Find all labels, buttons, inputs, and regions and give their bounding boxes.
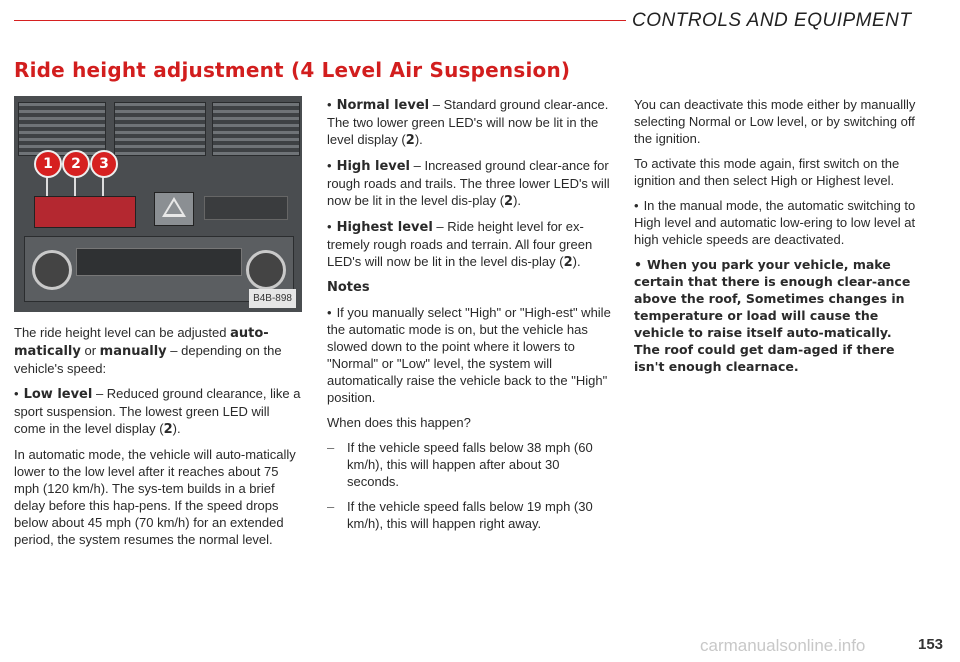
callout-line-1 [46, 176, 48, 198]
highest-level-text: – Ride height level for ex-tremely rough roads and terrain. All four green LED's will now be lit in the level dis-play ( [327, 219, 593, 269]
page-number: 153 [918, 636, 944, 653]
display-slot [204, 196, 288, 220]
close-paren: ). [572, 254, 581, 269]
page-title: Ride height adjustment (4 Level Air Suspension) [14, 58, 571, 82]
air-vent-center [114, 102, 206, 156]
radio-knob-right [246, 250, 286, 290]
watermark: carmanualsonline.info [700, 636, 866, 655]
photo-background [14, 96, 302, 312]
section-header: CONTROLS AND EQUIPMENT [632, 10, 912, 31]
display-ref: 2 [563, 255, 573, 270]
hazard-button [154, 192, 194, 226]
close-paren: ). [172, 421, 181, 436]
radio-screen [76, 248, 242, 276]
close-paren: ). [513, 193, 522, 208]
low-level-item [14, 385, 304, 438]
display-ref: 2 [163, 422, 173, 437]
high-level-item [327, 157, 612, 210]
intro-text-or: or [80, 343, 100, 358]
air-vent-left [18, 102, 106, 156]
column-1 [14, 96, 304, 556]
close-paren: ). [414, 132, 423, 147]
normal-level-text: – Standard ground clear-ance. The two lower green LED's will now be lit in the level display ( [327, 97, 609, 147]
figure-id: B4B-898 [249, 289, 296, 308]
radio-knob-left [32, 250, 72, 290]
callout-1: 1 [34, 150, 62, 178]
air-vent-right [212, 102, 300, 156]
callout-line-2 [74, 176, 76, 198]
low-level-label: Low level [23, 387, 93, 402]
callout-3: 3 [90, 150, 118, 178]
highest-level-label: Highest level [336, 220, 433, 235]
normal-level-label: Normal level [336, 98, 430, 113]
highest-level-item [327, 218, 612, 271]
warning-triangle-icon [162, 197, 186, 217]
column-2 [327, 96, 612, 540]
callout-line-3 [102, 176, 104, 198]
warning-item: • When you park your vehicle, make certain that there is enough clear-ance above the roof, Sometimes changes in temperature or load will cause the vehicle to raise itself auto-matically. The roof could get dam-aged if there isn't enough clearnace. [634, 256, 919, 375]
intro-bold-manual: manually [99, 344, 167, 359]
column-3 [634, 96, 919, 383]
intro-bold-auto: auto-matically [14, 326, 269, 359]
dash-item-2: – If the vehicle speed falls below 19 mph (30 km/h), this will happen right away. [327, 498, 612, 532]
auto-mode-paragraph: In automatic mode, the vehicle will auto-matically lower to the low level after it reaches about 75 mph (120 km/h). The sys-tem builds in a brief delay before this hap-pens. If the speed drops below about 45 mph (70 km/h) for an extended period, the system resumes the normal level. [14, 447, 296, 547]
high-level-text: – Increased ground clear-ance for rough roads and trails. The three lower LED's will now be lit in the level dis-play ( [327, 158, 610, 208]
intro-text: The ride height level can be adjusted [14, 325, 231, 340]
note-item: • If you manually select "High" or "High-est" while the automatic mode is on, but the vehicle has slowed down to the point where it lowers to "Normal" or "Low" level, the system will automatically raise the vehicle back to the "High" position. [327, 304, 612, 406]
level-switch-panel [34, 196, 136, 228]
low-level-text: – Reduced ground clearance, like a sport suspension. The lowest green LED will come in the level display ( [14, 386, 301, 436]
when-question: When does this happen? [327, 415, 471, 430]
intro-paragraph [14, 324, 304, 377]
activate-paragraph: To activate this mode again, first switch on the ignition and then select High or Highest level. [634, 156, 900, 188]
dash-item-1: – If the vehicle speed falls below 38 mph (60 km/h), this will happen after about 30 seconds. [327, 439, 612, 490]
manual-mode-item: • In the manual mode, the automatic switching to High level and automatic low-ering to low level at high vehicle speeds are deactivated. [634, 197, 919, 248]
display-ref: 2 [504, 194, 514, 209]
intro-text-end: – depending on the vehicle's speed: [14, 343, 282, 376]
high-level-label: High level [336, 159, 411, 174]
deactivate-paragraph: You can deactivate this mode either by manuallly selecting Normal or Low level, or by switching off the ignition. [634, 97, 916, 146]
display-ref: 2 [405, 133, 415, 148]
notes-heading: Notes [327, 280, 370, 295]
callout-2: 2 [62, 150, 90, 178]
header-rule [14, 20, 626, 21]
dashboard-photo [14, 96, 302, 312]
normal-level-item [327, 96, 612, 149]
